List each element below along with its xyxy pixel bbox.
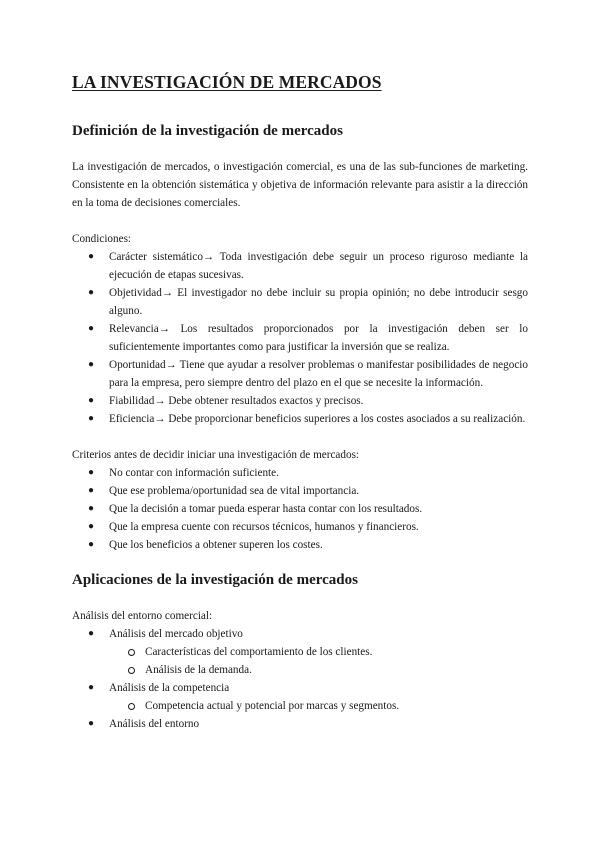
sub-list-item: Características del comportamiento de los clientes. xyxy=(109,643,528,661)
list-item: ● Fiabilidad→ Debe obtener resultados exactos y precisos. xyxy=(72,392,528,410)
list-item: ● Que los beneficios a obtener superen los costes. xyxy=(72,536,528,554)
list-item xyxy=(72,625,528,679)
list-item: ● No contar con información suficiente. xyxy=(72,464,528,482)
conditions-list xyxy=(72,248,528,428)
document-title: LA INVESTIGACIÓN DE MERCADOS xyxy=(72,72,382,92)
list-item: ● Carácter sistemático→ Toda investigación debe seguir un proceso riguroso mediante la ejecución de etapas sucesivas. xyxy=(72,248,528,284)
list-item-label: Análisis del entorno xyxy=(109,718,200,730)
list-item xyxy=(72,715,528,733)
list-item xyxy=(72,679,528,715)
criteria-list xyxy=(72,464,528,554)
list-item: ● Oportunidad→ Tiene que ayudar a resolver problemas o manifestar posibilidades de negocio para la empresa, pero siempre dentro del plazo en el que se necesite la información. xyxy=(72,356,528,392)
list-item-label: Análisis de la competencia xyxy=(109,682,230,694)
sub-list-item: Análisis de la demanda. xyxy=(109,661,528,679)
list-item: ● Objetividad→ El investigador no debe incluir su propia opinión; no debe introducir sesgo alguno. xyxy=(72,284,528,320)
list-item: ● Relevancia→ Los resultados proporcionados por la investigación deben ser lo suficientemente importantes como para justificar la inversión que se realiza. xyxy=(72,320,528,356)
list-item: ● Que ese problema/oportunidad sea de vital importancia. xyxy=(72,482,528,500)
applications-list xyxy=(72,625,528,733)
definition-paragraph: La investigación de mercados, o investigación comercial, es una de las sub-funciones de marketing. Consistente en la obtención sistemática y objetiva de información relevante para asistir a la dirección en la toma de decisiones comerciales. xyxy=(72,161,528,209)
entorno-label: Análisis del entorno comercial: xyxy=(72,610,213,622)
section-heading-aplicaciones: Aplicaciones de la investigación de mercados xyxy=(72,572,358,588)
criteria-label: Criterios antes de decidir iniciar una investigación de mercados: xyxy=(72,449,360,461)
sub-list xyxy=(109,697,528,715)
conditions-label: Condiciones: xyxy=(72,233,132,245)
list-item: ● Que la empresa cuente con recursos técnicos, humanos y financieros. xyxy=(72,518,528,536)
section-heading-definicion: Definición de la investigación de mercados xyxy=(72,123,343,139)
sub-list-item: Competencia actual y potencial por marcas y segmentos. xyxy=(109,697,528,715)
sub-list xyxy=(109,643,528,679)
list-item-label: Análisis del mercado objetivo xyxy=(109,628,243,640)
list-item: ● Que la decisión a tomar pueda esperar hasta contar con los resultados. xyxy=(72,500,528,518)
list-item: ● Eficiencia→ Debe proporcionar beneficios superiores a los costes asociados a su realización. xyxy=(72,410,528,428)
